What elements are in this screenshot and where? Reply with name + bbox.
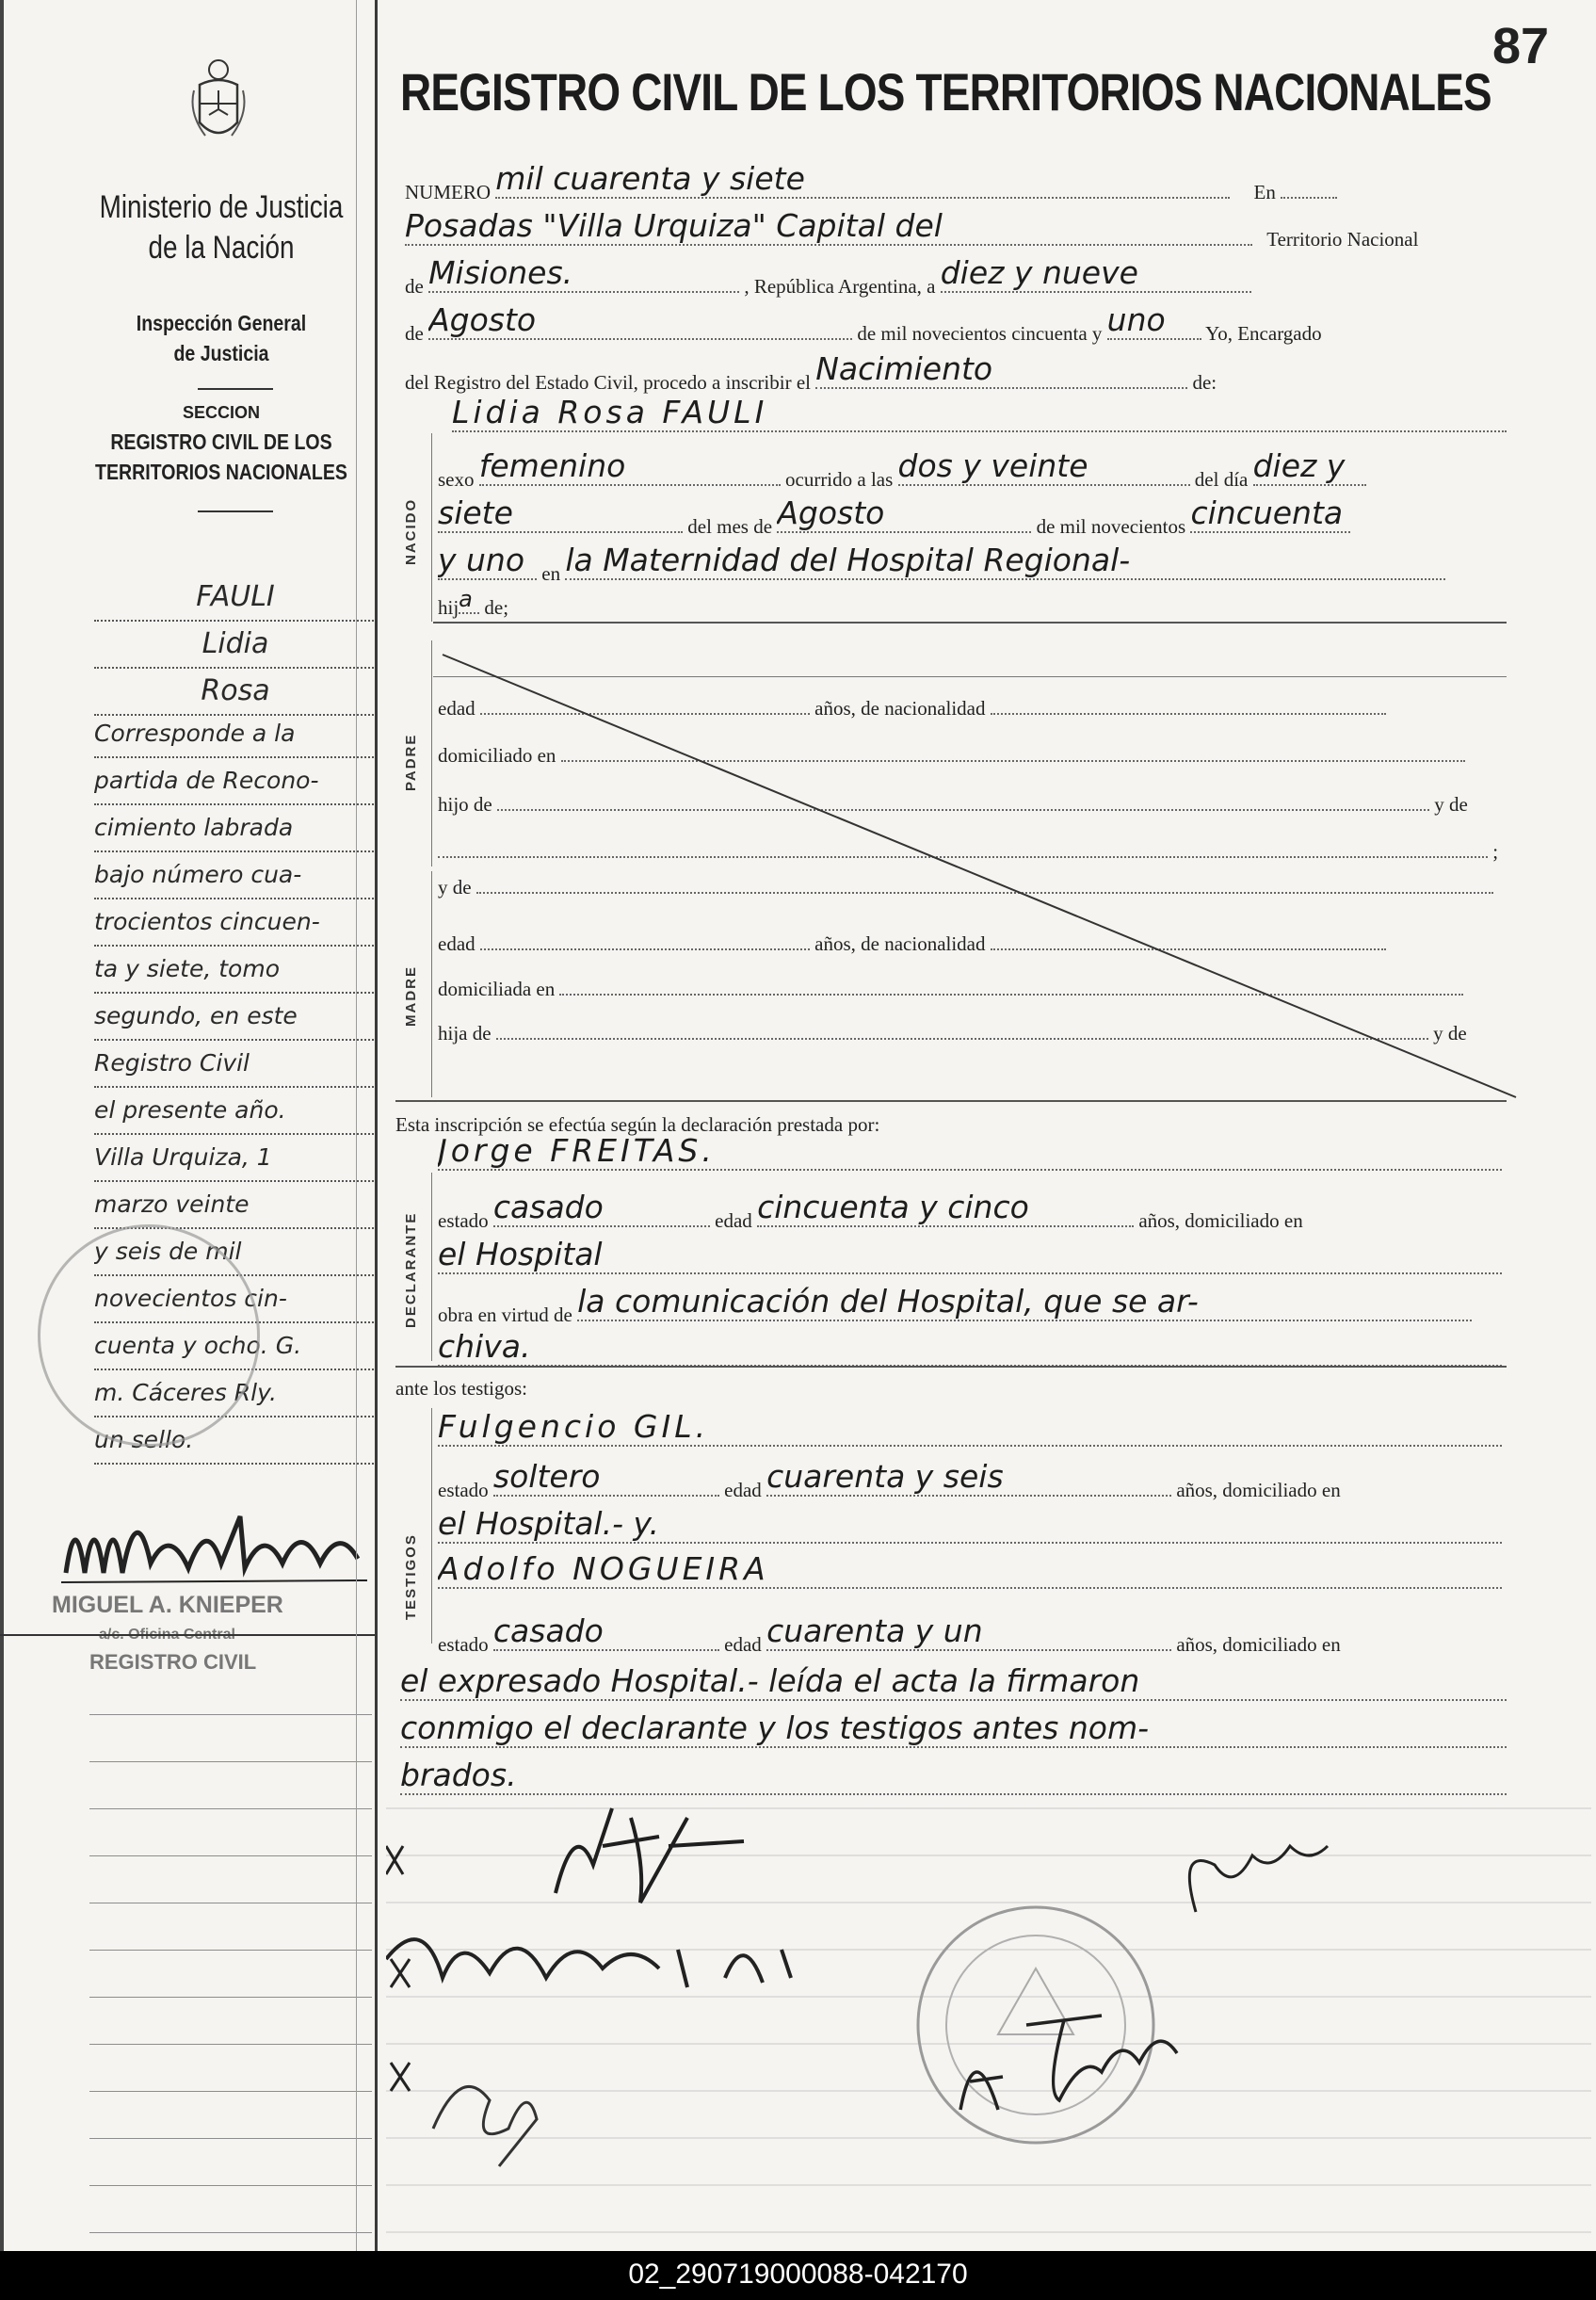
signature-area [386, 1790, 1591, 2242]
note-line: Corresponde a la [94, 711, 377, 758]
hij-suffix: a [459, 586, 479, 614]
madre-y-de: y de [1433, 1022, 1467, 1045]
numero-label: NUMERO [405, 181, 492, 203]
territorio-label: Territorio Nacional [1266, 228, 1419, 251]
birth-year-value: cincuenta [1190, 494, 1350, 533]
testigo-2-estado-row [438, 1612, 1341, 1657]
padre-hijo-label: hijo de [438, 793, 492, 816]
note-line: Villa Urquiza, 1 [94, 1135, 377, 1182]
madre-anos-label: años, de nacionalidad [814, 932, 986, 955]
note-line: segundo, en este [94, 994, 377, 1041]
ocurrido-label: ocurrido a las [785, 468, 894, 491]
declaracion-label: Esta inscripción se efectúa según la declaración prestada por: [395, 1113, 880, 1136]
padre-semicolon: ; [1492, 840, 1499, 863]
en-label: en [541, 562, 561, 585]
testigo-1-domicilio: el Hospital.- y. [438, 1505, 1502, 1544]
de-colon-label: de: [1192, 371, 1217, 394]
testigos-label: ante los testigos: [395, 1377, 527, 1400]
madre-hija-label: hija de [438, 1022, 492, 1045]
madre-label: MADRE [403, 965, 419, 1027]
obra-row [438, 1283, 1472, 1327]
madre-domicilio-label: domiciliada en [438, 978, 556, 1000]
obra-label: obra en virtud de [438, 1304, 572, 1326]
testigo-1-domicilio-row [438, 1505, 1502, 1549]
padre-domicilio-label: domiciliado en [438, 744, 556, 767]
estado-label: estado [438, 1479, 489, 1501]
madre-edad-label: edad [438, 932, 476, 955]
edad-label: edad [715, 1209, 752, 1232]
testigo-2-name: Adolfo NOGUEIRA [438, 1550, 1502, 1589]
section-label: SECCION [182, 403, 260, 422]
margin-rule [0, 1634, 377, 1636]
signatures [386, 1790, 1591, 2242]
hij-row [438, 586, 508, 620]
territory-value: Misiones. [428, 254, 739, 293]
birth-year-value-2: y uno [438, 542, 537, 580]
territory-row [405, 254, 1251, 299]
divider [198, 388, 273, 390]
document-title: REGISTRO CIVIL DE LOS TERRITORIOS NACIONALES [400, 62, 1491, 121]
testigo-1-estado: soltero [493, 1458, 719, 1497]
testigo-1-estado-row [438, 1458, 1341, 1502]
national-coat-of-arms-icon [188, 57, 249, 147]
estado-label: estado [438, 1633, 489, 1656]
birth-day-value: diez y [1253, 447, 1366, 486]
note-line: el presente año. [94, 1088, 377, 1135]
republica-label: , República Argentina, a [744, 275, 936, 298]
declarante-estado-value: casado [493, 1189, 710, 1227]
place-row [405, 207, 1418, 251]
inspection-name: Inspección General [136, 311, 307, 335]
de-label: de; [484, 596, 509, 619]
registro-label: del Registro del Estado Civil, procedo a inscribir el [405, 371, 811, 394]
day-value: diez y nueve [941, 254, 1251, 293]
year-value: uno [1107, 301, 1201, 340]
place-value: Posadas "Villa Urquiza" Capital del [405, 207, 1252, 246]
nacido-label: NACIDO [403, 497, 419, 565]
stamp-registry: REGISTRO CIVIL [89, 1650, 257, 1674]
margin-column [0, 0, 377, 2251]
note-line: bajo número cua- [94, 852, 377, 899]
section-name: REGISTRO CIVIL DE LOS [110, 429, 332, 454]
estado-label: estado [438, 1209, 489, 1232]
closing-line-3: brados. [400, 1757, 1507, 1795]
document-id-bar [0, 2251, 1596, 2300]
padre-y-de-label: y de [1434, 793, 1468, 816]
closing-row-2 [400, 1709, 1507, 1754]
margin-second-name: Rosa [94, 669, 377, 716]
sexo-label: sexo [438, 468, 475, 491]
edad-label: edad [724, 1633, 762, 1656]
acto-value: Nacimiento [815, 350, 1187, 389]
birth-place-value: la Maternidad del Hospital Regional- [565, 542, 1445, 580]
section-name-2: TERRITORIOS NACIONALES [95, 460, 347, 484]
section-divider [433, 622, 1507, 624]
child-name: Lidia Rosa FAULI [452, 394, 1507, 432]
sexo-row [438, 447, 1366, 492]
ministry-name: Ministerio de Justicia [99, 189, 344, 225]
testigo-2-edad: cuarenta y un [766, 1612, 1171, 1651]
obra-value-2: chiva. [438, 1328, 1502, 1367]
note-line: y seis de mil [94, 1229, 377, 1276]
numero-value: mil cuarenta y siete [495, 160, 1230, 199]
note-line: partida de Recono- [94, 758, 377, 805]
mil-label: de mil novecientos [1036, 515, 1186, 538]
padre-label: PADRE [403, 733, 419, 791]
de-label: de [405, 275, 424, 298]
birth-day-value-2: siete [438, 494, 683, 533]
year-label: de mil novecientos cincuenta y [857, 322, 1103, 345]
encargado-label: Yo, Encargado [1205, 322, 1322, 345]
declarante-label: DECLARANTE [403, 1211, 419, 1328]
del-dia-label: del día [1194, 468, 1249, 491]
declarante-estado-row [438, 1189, 1303, 1233]
folio-number: 87 [1492, 18, 1550, 74]
padre-edad-label: edad [438, 697, 476, 720]
de-label: de [405, 322, 424, 345]
cancellation-line [433, 650, 1525, 1102]
hij-label: hij [438, 596, 459, 619]
testigo-2-estado: casado [493, 1612, 719, 1651]
note-line: marzo veinte [94, 1182, 377, 1229]
margin-first-name: Lidia [94, 622, 377, 669]
margin-inner-rule [356, 0, 357, 2251]
declarante-edad-value: cincuenta y cinco [757, 1189, 1134, 1227]
closing-line-2: conmigo el declarante y los testigos antes nom- [400, 1709, 1507, 1748]
page-edge [0, 0, 4, 2251]
testigo-2-name-row [438, 1550, 1502, 1595]
margin-main-rule [375, 0, 378, 2251]
declarante-domicilio-row [438, 1236, 1502, 1280]
closing-row-1 [400, 1662, 1507, 1707]
note-line: cimiento labrada [94, 805, 377, 852]
testigo-1-name: Fulgencio GIL. [438, 1408, 1502, 1447]
del-mes-label: del mes de [687, 515, 773, 538]
margin-signature [56, 1488, 377, 1592]
en-label: En [1253, 181, 1276, 203]
month-value: Agosto [428, 301, 852, 340]
birth-place-row [438, 542, 1445, 586]
closing-line-1: el expresado Hospital.- leída el acta la firmaron [400, 1662, 1507, 1701]
testigo-1-name-row [438, 1408, 1502, 1452]
anos-label: años, domiciliado en [1176, 1633, 1341, 1656]
note-line: novecientos cin- [94, 1276, 377, 1323]
testigo-1-edad: cuarenta y seis [766, 1458, 1171, 1497]
note-line: cuenta y ocho. G. [94, 1323, 377, 1370]
ministry-name-2: de la Nación [148, 230, 295, 266]
note-line: trocientos cincuen- [94, 899, 377, 947]
sexo-value: femenino [479, 447, 781, 486]
inspection-name-2: de Justicia [173, 341, 269, 365]
numero-row [405, 160, 1337, 204]
child-name-row [452, 394, 1507, 438]
madre-y-de-label: y de [438, 876, 472, 899]
hour-value: dos y veinte [898, 447, 1190, 486]
note-line: m. Cáceres Rly. [94, 1370, 377, 1417]
edad-label: edad [724, 1479, 762, 1501]
official-seal-stamp [38, 1224, 260, 1447]
note-line: ta y siete, tomo [94, 947, 377, 994]
margin-surname: FAULI [94, 575, 377, 622]
document-id: 02_290719000088-042170 [628, 2259, 968, 2290]
divider [198, 510, 273, 512]
note-line: Registro Civil [94, 1041, 377, 1088]
declarante-name-row [438, 1132, 1502, 1176]
testigos-section-label: TESTIGOS [403, 1533, 419, 1620]
registro-row [405, 350, 1217, 395]
margin-names [94, 575, 377, 716]
declarante-name: Jorge FREITAS. [438, 1132, 1502, 1171]
declarante-domicilio-value: el Hospital [438, 1236, 1502, 1274]
date-row [405, 301, 1322, 346]
anos-label: años, domiciliado en [1138, 1209, 1303, 1232]
anos-label: años, domiciliado en [1176, 1479, 1341, 1501]
section-divider [395, 1366, 1507, 1368]
stamp-name: MIGUEL A. KNIEPER [52, 1592, 283, 1618]
obra-value: la comunicación del Hospital, que se ar- [577, 1283, 1472, 1321]
birth-month-value: Agosto [777, 494, 1031, 533]
padre-anos-label: años, de nacionalidad [814, 697, 986, 720]
birth-month-row [438, 494, 1350, 539]
note-line: un sello. [94, 1417, 377, 1465]
stamp-office: a/c. Oficina Central [99, 1627, 235, 1643]
